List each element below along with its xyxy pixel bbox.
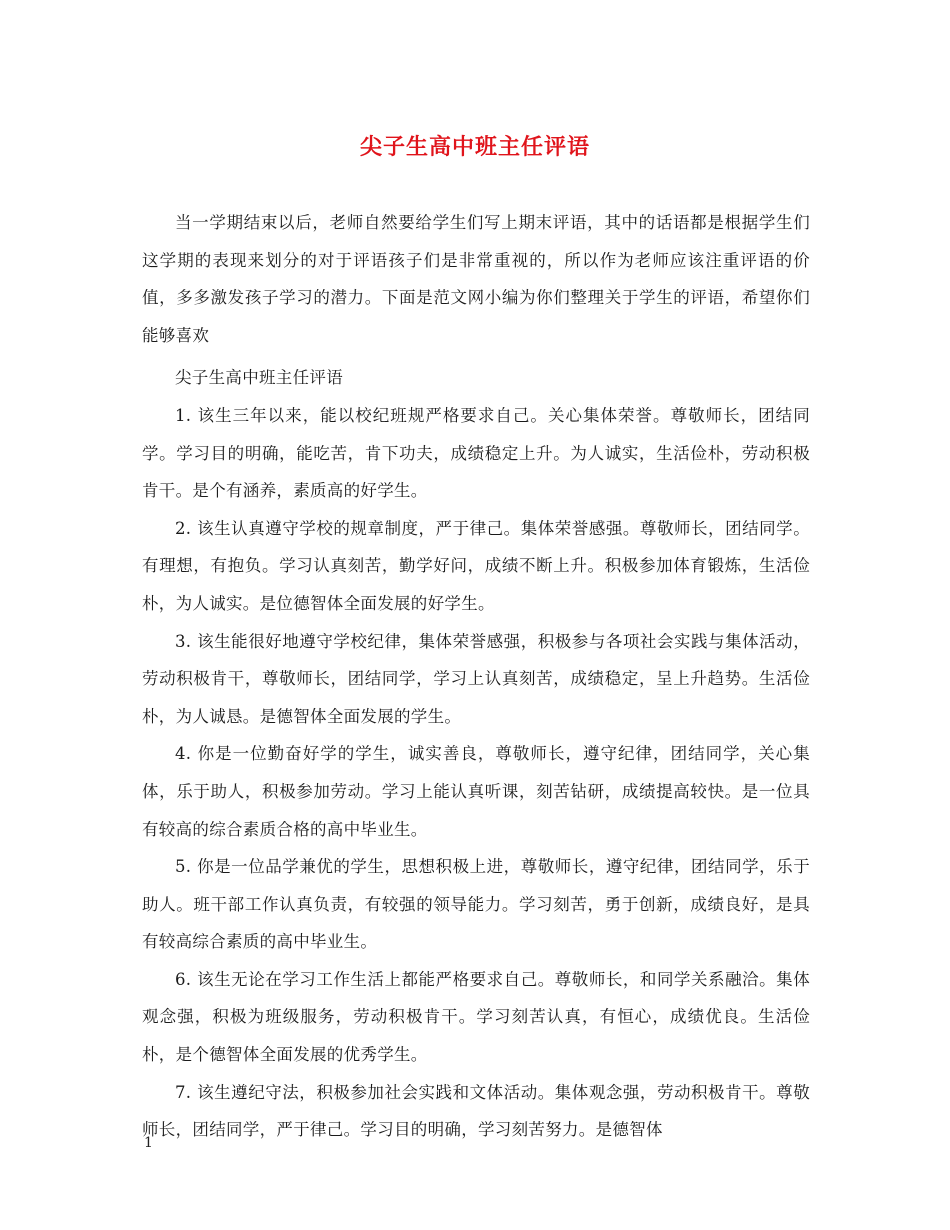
page-number: 1	[144, 1135, 153, 1151]
section-heading: 尖子生高中班主任评语	[175, 368, 343, 388]
comment-item-2: 2. 该生认真遵守学校的规章制度，严于律己。集体荣誉感强。尊敬师长，团结同学。有理想，有抱负。学习认真刻苦，勤学好问，成绩不断上升。积极参加体育锻炼，生活俭朴，为人诚实。是位德智体全面发展的好学生。	[142, 518, 810, 613]
comment-item-6: 6. 该生无论在学习工作生活上都能严格要求自己。尊敬师长，和同学关系融洽。集体观念强，积极为班级服务，劳动积极肯干。学习刻苦认真，有恒心，成绩优良。生活俭朴，是个德智体全面发展的优秀学生。	[142, 969, 810, 1065]
comment-item-4: 4. 你是一位勤奋好学的学生，诚实善良，尊敬师长，遵守纪律，团结同学，关心集体，乐于助人，积极参加劳动。学习上能认真听课，刻苦钻研，成绩提高较快。是一位具有较高的综合素质合格的高中毕业生。	[142, 744, 810, 839]
comment-item-1: 1. 该生三年以来，能以校纪班规严格要求自己。关心集体荣誉。尊敬师长，团结同学。学习目的明确，能吃苦，肯下功夫，成绩稳定上升。为人诚实，生活俭朴，劳动积极肯干。是个有涵养，素质高的好学生。	[142, 405, 810, 501]
document-title: 尖子生高中班主任评语	[359, 134, 590, 160]
comment-item-3: 3. 该生能很好地遵守学校纪律，集体荣誉感强，积极参与各项社会实践与集体活动，劳动积极肯干，尊敬师长，团结同学，学习上认真刻苦，成绩稳定，呈上升趋势。生活俭朴，为人诚恳。是德智体全面发展的学生。	[142, 631, 810, 726]
comment-item-5: 5. 你是一位品学兼优的学生，思想积极上进，尊敬师长，遵守纪律，团结同学，乐于助人。班干部工作认真负责，有较强的领导能力。学习刻苦，勇于创新，成绩良好，是具有较高综合素质的高中毕业生。	[142, 857, 810, 952]
intro-paragraph: 当一学期结束以后，老师自然要给学生们写上期末评语，其中的话语都是根据学生们这学期的表现来划分的对于评语孩子们是非常重视的，所以作为老师应该注重评语的价值，多多激发孩子学习的潜力。下面是范文网小编为你们整理关于学生的评语，希望你们能够喜欢	[142, 213, 810, 345]
comment-item-7: 7. 该生遵纪守法，积极参加社会实践和文体活动。集体观念强，劳动积极肯干。尊敬师长，团结同学，严于律己。学习目的明确，学习刻苦努力。是德智体	[142, 1082, 810, 1140]
document-body	[142, 204, 810, 1149]
